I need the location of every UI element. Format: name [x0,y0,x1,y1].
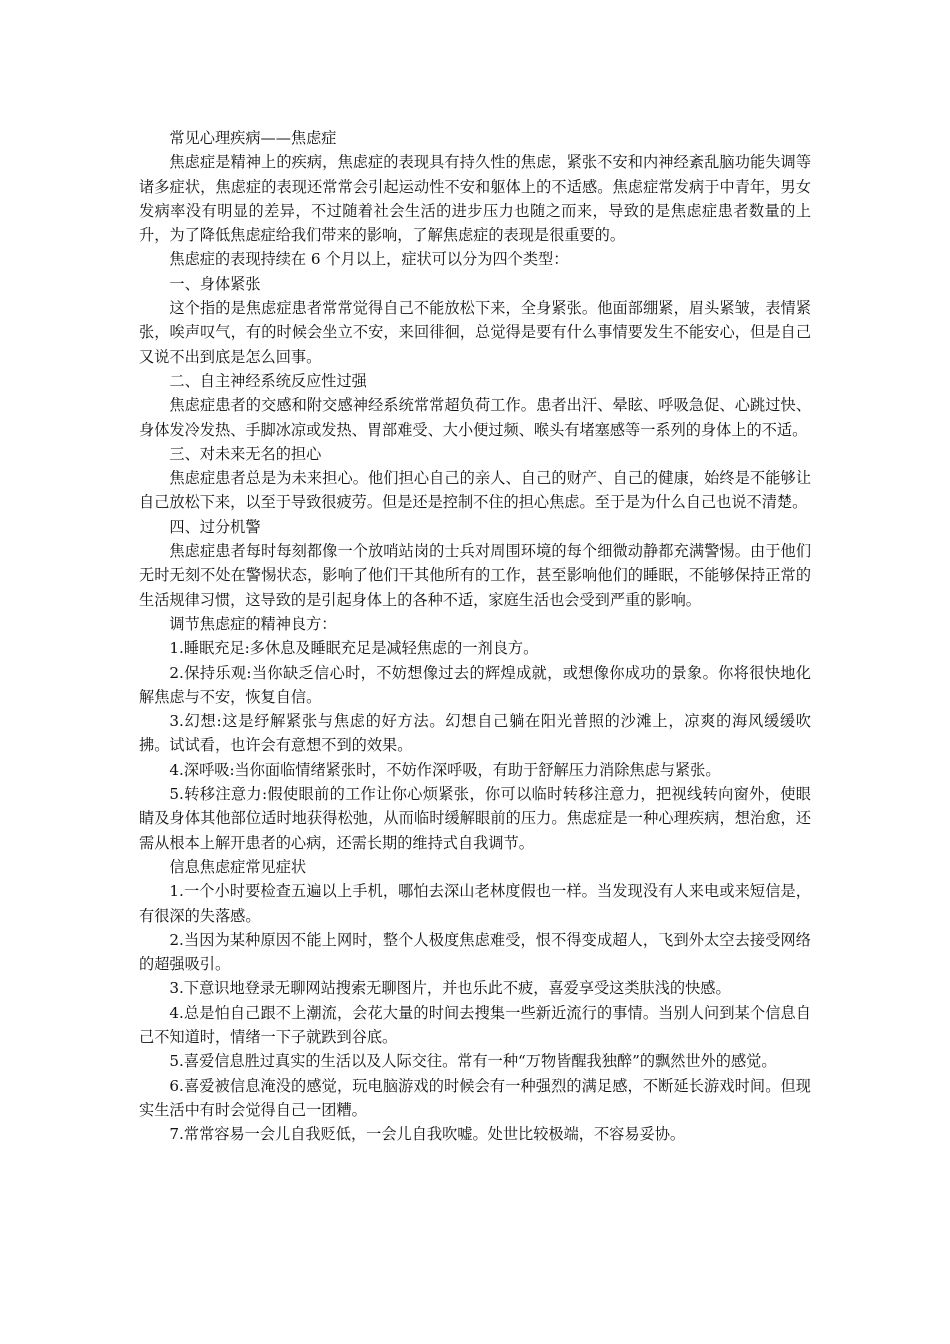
list-item: 4.总是怕自己跟不上潮流，会花大量的时间去搜集一些新近流行的事情。当别人问到某个信息自己不知道时，情绪一下子就跌到谷底。 [139,1003,811,1046]
section-heading: 一、身体紧张 [169,274,261,293]
paragraph: 焦虑症的表现持续在 6 个月以上，症状可以分为四个类型： [169,250,569,269]
list-item: 3.幻想:这是纾解紧张与焦虑的好方法。幻想自己躺在阳光普照的沙滩上，凉爽的海风缓缓吹拂。试试看，也许会有意想不到的效果。 [139,712,811,755]
list-item: 6.喜爱被信息淹没的感觉，玩电脑游戏的时候会有一种强烈的满足感，不断延长游戏时间。但现实生活中有时会觉得自己一团糟。 [139,1076,811,1119]
list-item: 7.常常容易一会儿自我贬低，一会儿自我吹嘘。处世比较极端，不容易妥协。 [169,1125,686,1144]
list-item: 2.当因为某种原因不能上网时，整个人极度焦虑难受，恨不得变成超人，飞到外太空去接受网络的超强吸引。 [139,930,811,974]
paragraph: 焦虑症是精神上的疾病，焦虑症的表现具有持久性的焦虑，紧张不安和内神经紊乱脑功能失调等诸多症状，焦虑症的表现还常常会引起运动性不安和躯体上的不适感。焦虑症常发病于中青年，男女发病率没有明显的差异，不过随着社会生活的进步压力也随之而来，导致的是焦虑症患者数量的上升，为了降低焦虑症给我们带来的影响，了解焦虑症的表现是很重要的。 [139,153,811,245]
paragraph: 这个指的是焦虑症患者常常觉得自己不能放松下来，全身紧张。他面部绷紧，眉头紧皱，表情紧张，唉声叹气，有的时候会坐立不安，来回徘徊，总觉得是要有什么事情要发生不能安心，但是自己又说不出到底是怎么回事。 [139,299,811,366]
paragraph: 焦虑症患者每时每刻都像一个放哨站岗的士兵对周围环境的每个细微动静都充满警惕。由于他们无时无刻不处在警惕状态，影响了他们干其他所有的工作，甚至影响他们的睡眠，不能够保持正常的生活规律习惯，这导致的是引起身体上的各种不适，家庭生活也会受到严重的影响。 [139,542,811,609]
section-heading: 调节焦虑症的精神良方： [169,614,337,633]
document-body [139,126,811,1146]
document-title: 常见心理疾病——焦虑症 [169,129,337,147]
list-item: 1.一个小时要检查五遍以上手机，哪怕去深山老林度假也一样。当发现没有人来电或来短信是，有很深的失落感。 [139,882,811,925]
section-heading: 信息焦虑症常见症状 [169,857,307,876]
section-heading: 三、对未来无名的担心 [169,444,322,463]
paragraph: 焦虑症患者的交感和附交感神经系统常常超负荷工作。患者出汗、晕眩、呼吸急促、心跳过快、身体发冷发热、手脚冰凉或发热、胃部难受、大小便过频、喉头有堵塞感等一系列的身体上的不适。 [139,396,811,439]
list-item: 1.睡眠充足:多休息及睡眠充足是减轻焦虑的一剂良方。 [169,639,539,658]
list-item: 3.下意识地登录无聊网站搜索无聊图片，并也乐此不疲，喜爱享受这类肤浅的快感。 [169,979,731,998]
list-item: 5.喜爱信息胜过真实的生活以及人际交往。常有一种“万物皆醒我独醉”的飘然世外的感觉。 [169,1052,777,1071]
section-heading: 二、自主神经系统反应性过强 [169,371,367,390]
list-item: 4.深呼吸:当你面临情绪紧张时，不妨作深呼吸，有助于舒解压力消除焦虑与紧张。 [169,760,721,779]
paragraph: 焦虑症患者总是为未来担心。他们担心自己的亲人、自己的财产、自己的健康，始终是不能够让自己放松下来，以至于导致很疲劳。但是还是控制不住的担心焦虑。至于是为什么自己也说不清楚。 [139,469,811,512]
list-item: 2.保持乐观:当你缺乏信心时，不妨想像过去的辉煌成就，或想像你成功的景象。你将很快地化解焦虑与不安，恢复自信。 [139,663,811,706]
section-heading: 四、过分机警 [169,517,261,536]
list-item: 5.转移注意力:假使眼前的工作让你心烦紧张，你可以临时转移注意力，把视线转向窗外，使眼睛及身体其他部位适时地获得松弛，从而临时缓解眼前的压力。焦虑症是一种心理疾病，想治愈，还需从根本上解开患者的心病，还需长期的维持式自我调节。 [139,785,811,852]
